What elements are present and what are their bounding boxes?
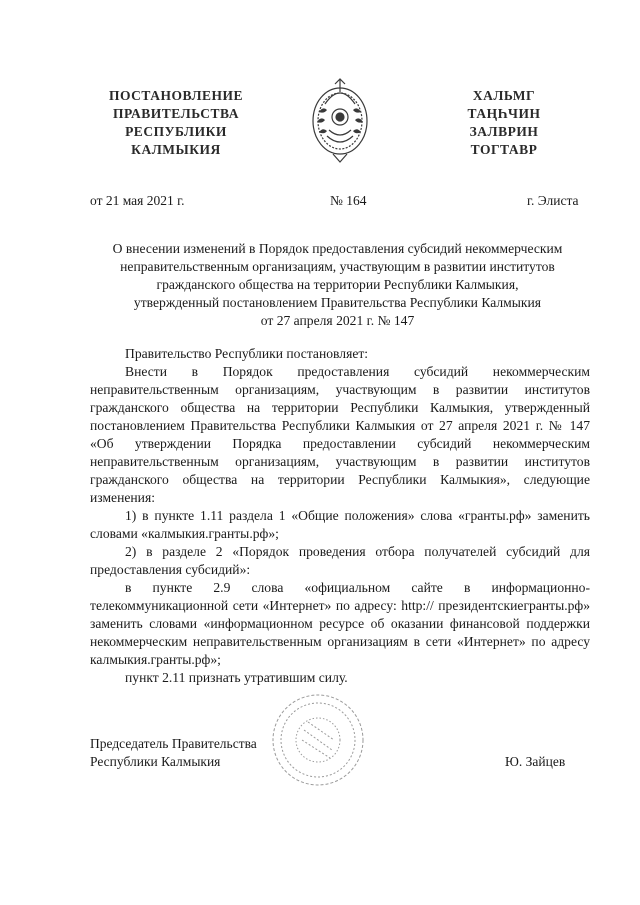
document-body [90,345,590,687]
signature-position-line: Председатель Правительства [90,736,257,751]
document-date: от 21 мая 2021 г. [90,193,185,208]
body-paragraph: Правительство Республики постановляет: [125,346,369,361]
header-left-line: КАЛМЫКИЯ [131,142,221,157]
header-left-line: РЕСПУБЛИКИ [125,124,227,139]
header-right-line: ХАЛЬМГ [472,88,536,103]
header-left-block [92,87,260,159]
document-number: № 164 [330,193,367,208]
body-paragraph: 1) в пункте 1.11 раздела 1 «Общие положения» слова «гранты.рф» заменить словами «калмыкия.гранты.рф»; [90,508,590,541]
document-title [80,240,595,330]
body-paragraph: пункт 2.11 признать утратившим силу. [125,670,348,685]
header-right-block [448,87,560,159]
title-line: О внесении изменений в Порядок предоставления субсидий некоммерческим [112,241,563,256]
signature-position [90,735,257,771]
title-line: гражданского общества на территории Республики Калмыкия, [156,277,519,292]
state-emblem-icon [305,74,375,164]
header-right-line: ТАҢҺЧИН [467,106,541,121]
body-paragraph: 2) в разделе 2 «Порядок проведения отбора получателей субсидий для предоставления субсидий»: [90,544,590,577]
official-stamp-icon [268,690,368,790]
title-line: утвержденный постановлением Правительства Республики Калмыкия [133,295,542,310]
header-left-line: ПОСТАНОВЛЕНИЕ [108,88,244,103]
document-city: г. Элиста [527,193,579,208]
header-right-line: ТОГТАВР [470,142,538,157]
title-line: неправительственным организациям, участвующим в развитии институтов [120,259,555,274]
header-left-line: ПРАВИТЕЛЬСТВА [113,106,239,121]
body-paragraph: в пункте 2.9 слова «официальном сайте в информационно-телекоммуникационной сети «Интернет» по адресу: http:// президентскиегранты.рф» заменить словами «информационном ресурсе об оказании финансовой поддержки некоммерческим неправительственным организациям в сети «Интернет» по адресу калмыкия.гранты.рф»; [90,580,590,667]
header-right-line: ЗАЛВРИН [469,124,539,139]
body-paragraph: Внести в Порядок предоставления субсидий некоммерческим неправительственным организациям, участвующим в развитии институтов гражданского общества на территории Республики Калмыкия, утвержденный постановлением Правительства Республики Калмыкия от 27 апреля 2021 г. № 147 «Об утверждении Порядка предоставлении субсидий некоммерческим неправительственным организациям, участвующим в развитии институтов гражданского общества на территории Республики Калмыкия», следующие изменения: [90,364,590,505]
signature-name: Ю. Зайцев [505,754,566,769]
title-line: от 27 апреля 2021 г. № 147 [260,313,415,328]
signature-position-line: Республики Калмыкия [90,754,221,769]
